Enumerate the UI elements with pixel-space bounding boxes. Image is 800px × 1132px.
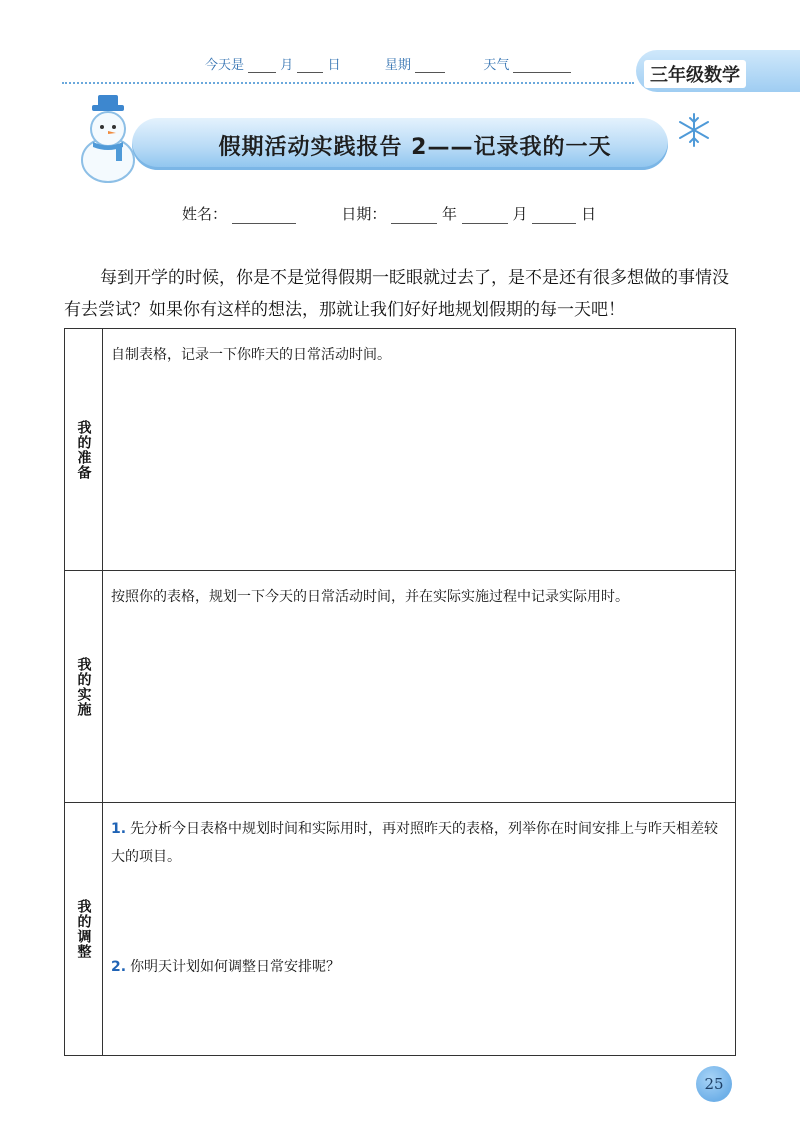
intro-paragraph: 每到开学的时候，你是不是觉得假期一眨眼就过去了，是不是还有很多想做的事情没有去尝试？如果你有这样的想法，那就让我们好好地规划假期的每一天吧！: [64, 268, 729, 320]
day-blank-2[interactable]: [532, 209, 576, 224]
month-label-2: 月: [512, 205, 528, 223]
snowflake-icon: [676, 112, 712, 148]
weekday-label: 星期: [384, 58, 411, 73]
row-heading-cell: [65, 571, 103, 802]
question-text: 你明天计划如何调整日常安排呢？: [130, 959, 341, 975]
page-number: 25: [696, 1066, 732, 1102]
row-prompt: 按照你的表格，规划一下今天的日常活动时间，并在实际实施过程中记录实际用时。: [111, 589, 629, 605]
header-fields: [205, 54, 571, 76]
dotted-divider: [62, 82, 634, 84]
grade-label: 三年级数学: [644, 60, 746, 88]
year-blank[interactable]: [391, 209, 437, 224]
month-blank-2[interactable]: [462, 209, 508, 224]
snowman-icon: [68, 95, 148, 185]
weather-label: 天气: [483, 58, 510, 73]
question-text: 先分析今日表格中规划时间和实际用时，再对照昨天的表格，列举你在时间安排上与昨天相差较大的项目。: [111, 821, 719, 865]
name-label: 姓名：: [182, 205, 228, 223]
question-number: 2.: [111, 959, 127, 975]
row-heading: 我的调整: [75, 899, 92, 959]
month-label: 月: [280, 58, 294, 73]
report-table: [64, 328, 736, 1056]
today-label: 今天是: [205, 58, 245, 73]
weather-blank[interactable]: [513, 58, 571, 73]
name-blank[interactable]: [232, 209, 296, 224]
day-label: 日: [327, 58, 341, 73]
row-heading: 我的准备: [75, 419, 92, 480]
page-title: 假期活动实践报告 2——记录我的一天: [218, 135, 612, 160]
month-blank[interactable]: [248, 58, 276, 73]
answer-area-adjustment[interactable]: [103, 803, 735, 1055]
question-1: [111, 815, 727, 871]
day-label-2: 日: [581, 205, 597, 223]
question-2: [111, 953, 727, 981]
name-date-line: [182, 203, 596, 224]
row-heading: 我的实施: [75, 656, 92, 717]
day-blank[interactable]: [297, 58, 323, 73]
question-number: 1.: [111, 821, 127, 837]
row-heading-cell: [65, 329, 103, 570]
row-prompt: 自制表格，记录一下你昨天的日常活动时间。: [111, 347, 391, 363]
date-label: 日期：: [341, 205, 387, 223]
table-row-implementation: [65, 571, 735, 803]
year-label: 年: [441, 205, 457, 223]
table-row-preparation: [65, 329, 735, 571]
answer-area-implementation[interactable]: [103, 571, 735, 802]
row-heading-cell: [65, 803, 103, 1055]
weekday-blank[interactable]: [415, 58, 445, 73]
answer-area-preparation[interactable]: [103, 329, 735, 570]
table-row-adjustment: [65, 803, 735, 1055]
